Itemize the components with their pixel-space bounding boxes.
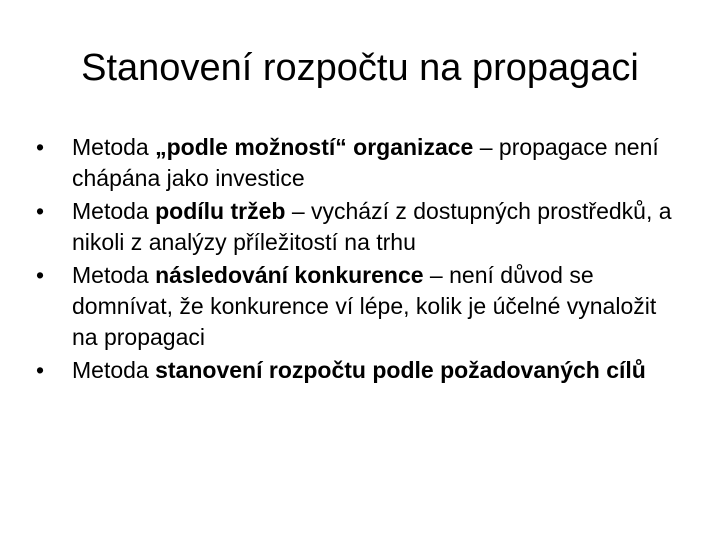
bullet-suffix: – vychází z dostupných prostředků, a nikoli z analýzy příležitostí na trhu [72, 198, 672, 255]
bullet-item-sales-share-method [36, 196, 686, 258]
bullet-suffix: – propagace není chápána jako investice [72, 134, 659, 191]
bullet-marker: • [36, 198, 45, 224]
bullet-prefix: Metoda [72, 357, 156, 383]
bullet-suffix: – není důvod se domnívat, že konkurence ví lépe, kolik je účelné vynaložit na propagaci [72, 262, 657, 350]
bullet-prefix: Metoda [72, 198, 156, 224]
bullet-item-objective-method [36, 355, 686, 386]
bullet-marker: • [36, 134, 45, 160]
bullet-marker: • [36, 357, 45, 383]
bullet-item-competition-method [36, 260, 686, 353]
slide-title: Stanovení rozpočtu na propagaci [81, 47, 639, 89]
bullet-item-capability-method [36, 132, 686, 194]
bullet-list [36, 132, 686, 388]
bullet-prefix: Metoda [72, 262, 156, 288]
bullet-emphasis: následování konkurence [155, 262, 424, 288]
bullet-marker: • [36, 262, 45, 288]
bullet-emphasis: stanovení rozpočtu podle požadovaných cílů [155, 357, 646, 383]
bullet-emphasis: podílu tržeb [155, 198, 286, 224]
bullet-prefix: Metoda [72, 134, 156, 160]
bullet-emphasis: „podle možností“ organizace [155, 134, 474, 160]
